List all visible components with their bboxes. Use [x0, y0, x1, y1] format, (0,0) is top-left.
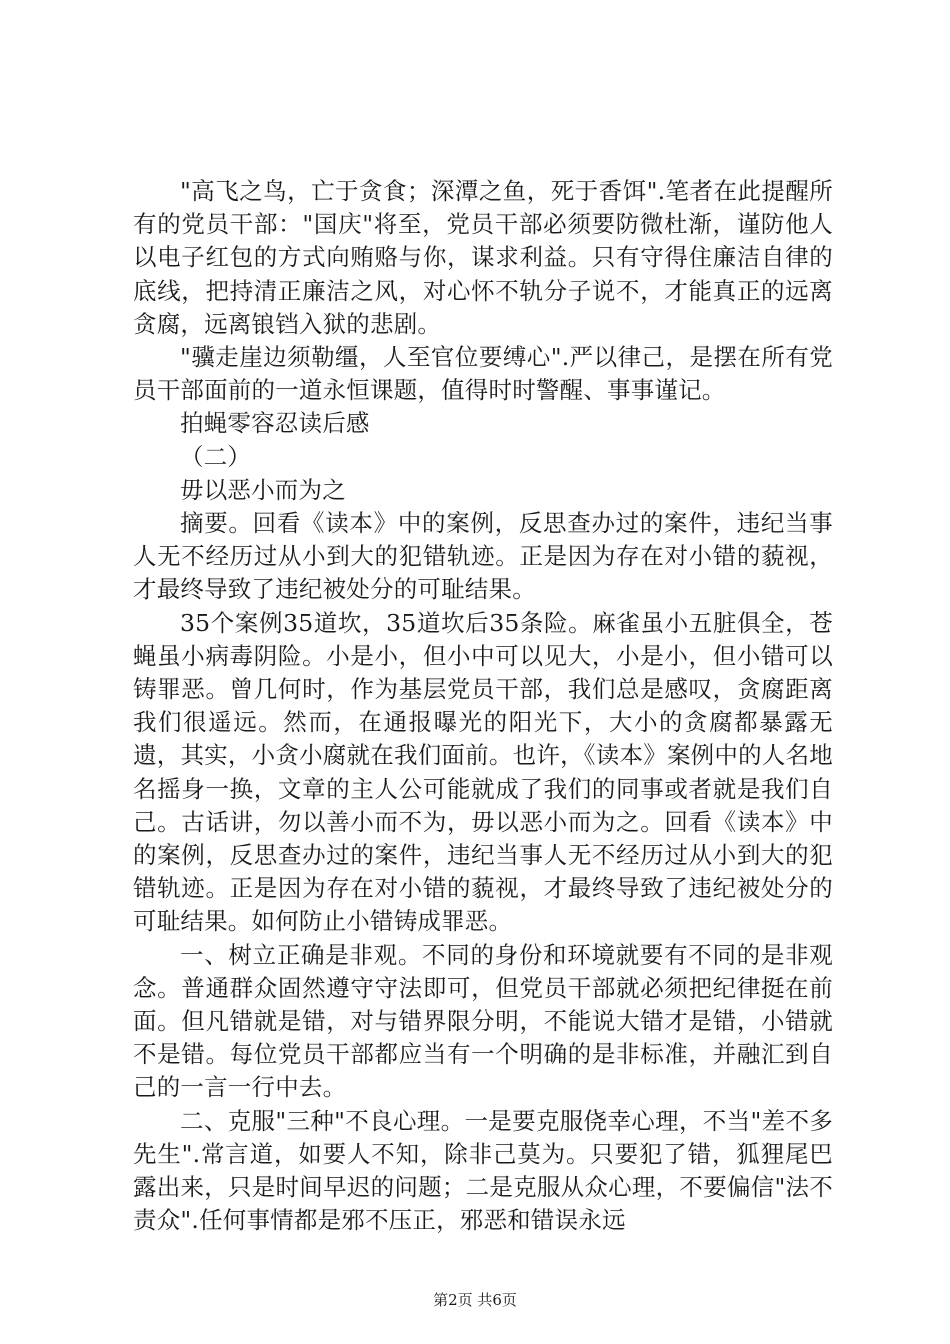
paragraph-section-number: （二）	[180, 442, 252, 471]
paragraph-2: "骥走崖边须勒缰，人至官位要缚心".严以律己，是摆在所有党员干部面前的一道永恒课题，值得时时警醒、事事谨记。	[133, 343, 833, 405]
paragraph-title: 拍蝇零容忍读后感	[180, 409, 370, 438]
page-footer: 第2页 共6页	[433, 1291, 517, 1309]
paragraph-point-two: 二、克服"三种"不良心理。一是要克服侥幸心理，不当"差不多先生".常言道，如要人不知，除非己莫为。只要犯了错，狐狸尾巴露出来，只是时间早迟的问题；二是克服从众心理，不要偏信"法不责众".任何事情都是邪不压正，邪恶和错误永远	[133, 1106, 833, 1235]
paragraph-point-one: 一、树立正确是非观。不同的身份和环境就要有不同的是非观念。普通群众固然遵守守法即可，但党员干部就必须把纪律挺在前面。但凡错就是错，对与错界限分明，不能说大错才是错，小错就不是错。每位党员干部都应当有一个明确的是非标准，并融汇到自己的一言一行中去。	[133, 940, 833, 1102]
paragraph-subtitle: 毋以恶小而为之	[180, 475, 346, 504]
paragraph-1: "高飞之鸟，亡于贪食；深潭之鱼，死于香饵".笔者在此提醒所有的党员干部："国庆"将至，党员干部必须要防微杜渐，谨防他人以电子红包的方式向贿赂与你，谋求利益。只有守得住廉洁自律的底线，把持清正廉洁之风，对心怀不轨分子说不，才能真正的远离贪腐，远离锒铛入狱的悲剧。	[133, 177, 833, 338]
paragraph-abstract: 摘要。回看《读本》中的案例，反思查办过的案件，违纪当事人无不经历过从小到大的犯错轨迹。正是因为存在对小错的藐视，才最终导致了违纪被处分的可耻结果。	[133, 509, 833, 604]
document-body	[133, 175, 833, 1238]
paragraph-cases: 35个案例35道坎，35道坎后35条险。麻雀虽小五脏俱全，苍蝇虽小病毒阴险。小是小，但小中可以见大，小是小，但小错可以铸罪恶。曾几何时，作为基层党员干部，我们总是感叹，贪腐距离我们很遥远。然而，在通报曝光的阳光下，大小的贪腐都暴露无遗，其实，小贪小腐就在我们面前。也许，《读本》案例中的人名地名摇身一换，文章的主人公可能就成了我们的同事或者就是我们自己。古话讲，勿以善小而不为，毋以恶小而为之。回看《读本》中的案例，反思查办过的案件，违纪当事人无不经历过从小到大的犯错轨迹。正是因为存在对小错的藐视，才最终导致了违纪被处分的可耻结果。如何防止小错铸成罪恶。	[133, 608, 833, 936]
